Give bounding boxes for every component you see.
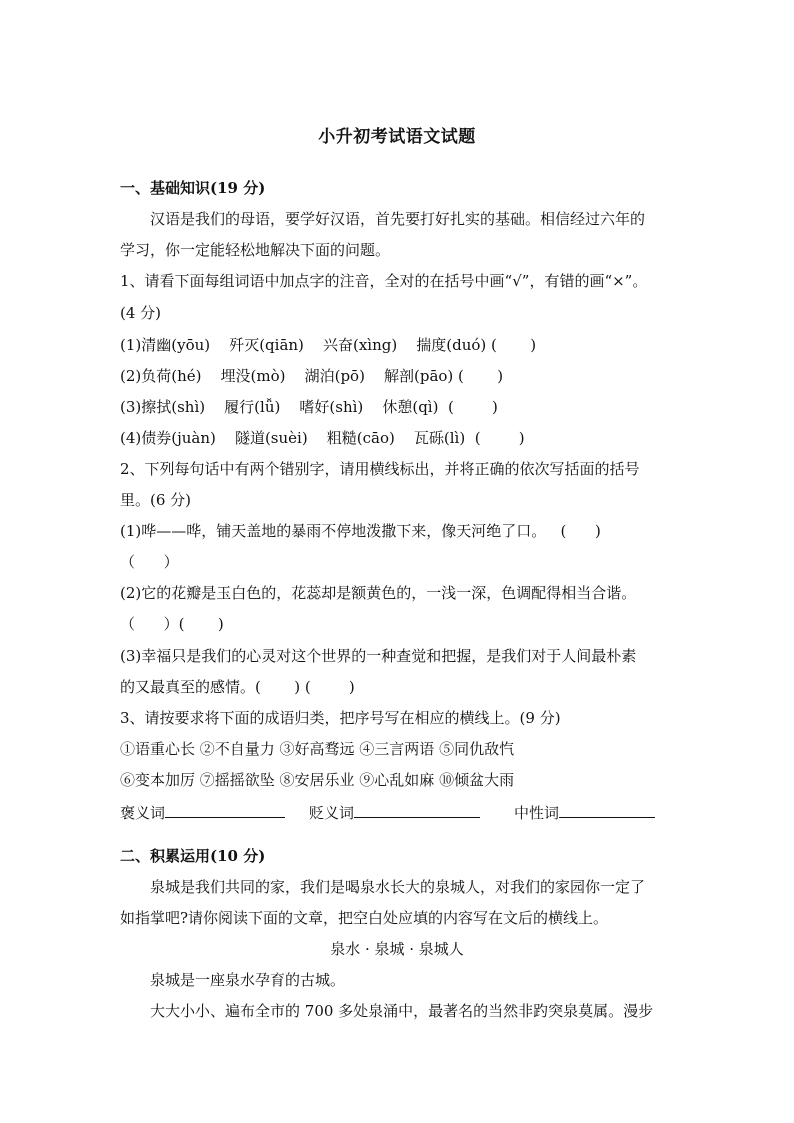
question-2-sentence-1-answer: （ ） [120, 553, 179, 571]
question-1-score: (4 分) [120, 304, 162, 322]
question-2-sentence-3: (3)幸福只是我们的心灵对这个世界的一种查觉和把握，是我们对于人间最朴素 [120, 647, 637, 665]
section-2-intro-line-1: 泉城是我们共同的家，我们是喝泉水长大的泉城人，对我们的家园你一定了 [150, 878, 646, 896]
question-1-row-4: (4)债券(juàn) 隧道(suèi) 粗糙(cāo) 瓦砾(lì) ( ) [120, 429, 525, 447]
question-2-sentence-2-answer: （ ）( ) [120, 615, 224, 633]
question-2-sentence-3-answer: 的又最真至的感情。( ) ( ) [120, 678, 355, 696]
question-2-sentence-1: (1)哗——哗，铺天盖地的暴雨不停地泼撒下来，像天河绝了口。 ( ) [120, 522, 601, 540]
section-2-intro-line-2: 如指掌吧?请你阅读下面的文章，把空白处应填的内容写在文后的横线上。 [120, 909, 609, 927]
negative-words-blank[interactable] [354, 801, 480, 818]
section-1-heading: 一、基础知识(19 分) [120, 179, 266, 197]
question-3-prompt: 3、请按要求将下面的成语归类，把序号写在相应的横线上。(9 分) [120, 709, 561, 727]
negative-words-label: 贬义词 [309, 804, 355, 822]
neutral-words-blank[interactable] [559, 801, 655, 818]
question-1-row-3: (3)擦拭(shì) 履行(lǚ) 嗜好(shì) 休憩(qì) ( ) [120, 398, 498, 416]
section-1-intro-line-1: 汉语是我们的母语，要学好汉语，首先要打好扎实的基础。相信经过六年的 [150, 210, 646, 228]
question-2-score: 里。(6 分) [120, 491, 192, 509]
article-paragraph-2: 大大小小、遍布全市的 700 多处泉涌中，最著名的当然非趵突泉莫属。漫步 [150, 1002, 654, 1020]
question-3-idiom-list-1: ①语重心长 ②不自量力 ③好高骛远 ④三言两语 ⑤同仇敌忾 [120, 740, 515, 758]
positive-words-blank[interactable] [165, 801, 285, 818]
question-1-row-2: (2)负荷(hé) 埋没(mò) 湖泊(pō) 解剖(pāo) ( ) [120, 367, 504, 385]
question-1-row-1: (1)清幽(yōu) 歼灭(qiān) 兴奋(xìng) 揣度(duó) ( ) [120, 336, 537, 354]
question-1-prompt: 1、请看下面每组词语中加点字的注音，全对的在括号中画“√”，有错的画“×”。 [120, 272, 648, 290]
positive-words-label: 褒义词 [120, 804, 166, 822]
article-paragraph-1: 泉城是一座泉水孕育的古城。 [150, 971, 346, 989]
question-3-answer-row [120, 801, 655, 823]
question-3-idiom-list-2: ⑥变本加厉 ⑦摇摇欲坠 ⑧安居乐业 ⑨心乱如麻 ⑩倾盆大雨 [120, 771, 515, 789]
section-2-heading: 二、积累运用(10 分) [120, 847, 266, 865]
page-title: 小升初考试语文试题 [318, 127, 476, 147]
neutral-words-label: 中性词 [514, 804, 560, 822]
section-1-intro-line-2: 学习，你一定能轻松地解决下面的问题。 [120, 241, 391, 259]
question-2-sentence-2: (2)它的花瓣是玉白色的，花蕊却是额黄色的，一浅一深，色调配得相当合谐。 [120, 584, 637, 602]
article-title: 泉水 · 泉城 · 泉城人 [330, 940, 464, 958]
question-2-prompt: 2、下列每句话中有两个错别字，请用横线标出，并将正确的依次写括面的括号 [120, 460, 640, 478]
